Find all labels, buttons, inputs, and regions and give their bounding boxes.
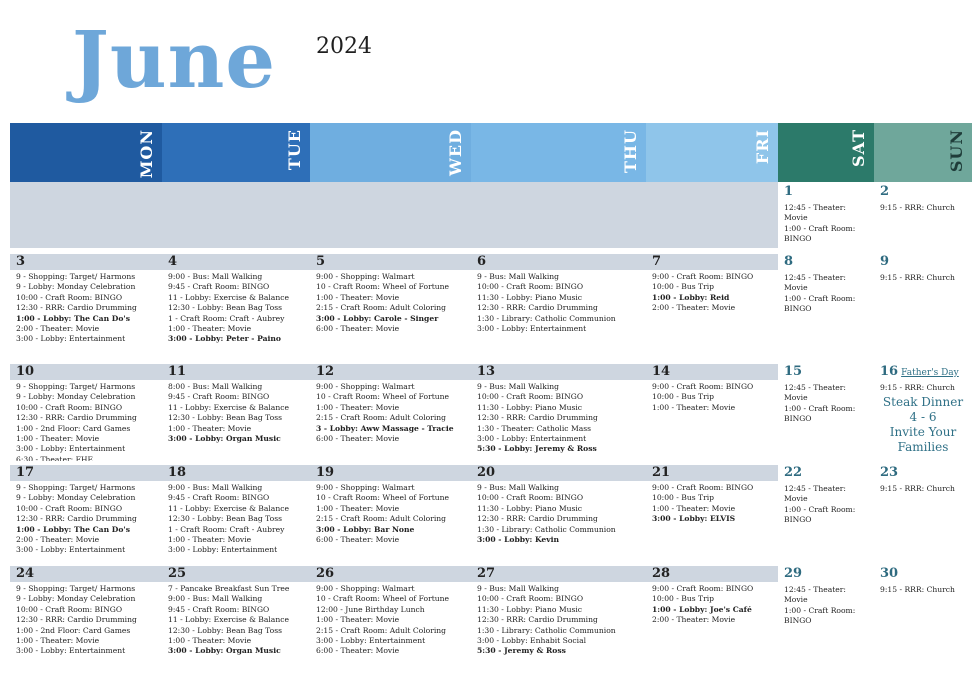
event-item: 11:30 - Lobby: Piano Music bbox=[477, 503, 583, 513]
event-item: 1:00 - Craft Room: BINGO bbox=[784, 504, 856, 525]
event-item: 1:30 - Library: Catholic Communion bbox=[477, 625, 616, 635]
event-item: 12:30 - RRR: Cardio Drumming bbox=[16, 413, 137, 423]
event-item: 1:00 - Lobby: Reid bbox=[652, 292, 730, 302]
day-cell bbox=[646, 254, 774, 360]
weekday-header-sun bbox=[874, 123, 972, 182]
event-list bbox=[880, 484, 966, 494]
event-item: 10:00 - Craft Room: BINGO bbox=[16, 604, 123, 614]
event-item: 12:30 - RRR: Cardio Drumming bbox=[16, 303, 137, 313]
event-item: 9:45 - Craft Room: BINGO bbox=[168, 493, 270, 503]
event-item: 9 - Shopping: Target/ Harmons bbox=[16, 584, 136, 593]
day-number: 10 bbox=[16, 364, 35, 379]
event-item: 9:15 - RRR: Church bbox=[880, 203, 955, 212]
event-item: 12:45 - Theater: Movie bbox=[784, 273, 846, 293]
holiday-label: Father's Day bbox=[901, 368, 959, 378]
event-item: 10:00 - Bus Trip bbox=[652, 392, 715, 402]
day-number: 14 bbox=[652, 364, 671, 379]
day-cell bbox=[874, 566, 968, 669]
event-item: 9:00 - Bus: Mall Walking bbox=[168, 272, 263, 281]
event-item: 9 - Shopping: Target/ Harmons bbox=[16, 382, 136, 391]
event-item: 11:30 - Lobby: Piano Music bbox=[477, 402, 583, 412]
weekday-label: FRI bbox=[753, 129, 772, 165]
event-item: 11:30 - Lobby: Piano Music bbox=[477, 604, 583, 614]
day-number: 5 bbox=[316, 254, 326, 269]
day-cell bbox=[471, 364, 642, 461]
event-item: 10:00 - Bus Trip bbox=[652, 282, 715, 292]
event-item: 12:30 - Lobby: Bean Bag Toss bbox=[168, 514, 283, 524]
event-item: 9:00 - Craft Room: BINGO bbox=[652, 584, 754, 593]
event-list bbox=[880, 585, 966, 595]
event-item: 10:00 - Craft Room: BINGO bbox=[477, 493, 584, 503]
day-number: 18 bbox=[168, 465, 187, 480]
day-number: 4 bbox=[168, 254, 178, 269]
event-item: 2:00 - Theater: Movie bbox=[652, 615, 736, 625]
event-item: 10:00 - Bus Trip bbox=[652, 493, 715, 503]
event-list bbox=[880, 273, 966, 283]
event-item: 11 - Lobby: Exercise & Balance bbox=[168, 615, 289, 625]
day-cell bbox=[162, 566, 306, 669]
event-item: 9:00 - Bus: Mall Walking bbox=[168, 594, 263, 604]
event-item: 1:00 - 2nd Floor: Card Games bbox=[16, 423, 131, 433]
event-item: 2:00 - Theater: Movie bbox=[16, 324, 100, 334]
event-item: 3:00 - Lobby: Entertainment bbox=[16, 646, 126, 656]
weekday-header-wed bbox=[310, 123, 471, 182]
day-number: 2 bbox=[880, 184, 890, 199]
event-item: 9 - Shopping: Target/ Harmons bbox=[16, 272, 136, 281]
event-item: 11 - Lobby: Exercise & Balance bbox=[168, 402, 289, 412]
special-event bbox=[880, 395, 966, 455]
event-list bbox=[784, 273, 868, 315]
event-list bbox=[168, 584, 304, 657]
event-item: 6:00 - Theater: Movie bbox=[316, 535, 400, 545]
day-number: 21 bbox=[652, 465, 671, 480]
event-item: 9:00 - Shopping: Walmart bbox=[316, 584, 415, 593]
event-item: 10:00 - Craft Room: BINGO bbox=[16, 503, 123, 513]
weekday-label: SAT bbox=[849, 129, 868, 167]
day-cell bbox=[310, 566, 467, 669]
day-number: 1 bbox=[784, 184, 794, 199]
day-cell bbox=[310, 184, 467, 250]
day-number: 12 bbox=[316, 364, 335, 379]
event-item: 3:00 - Lobby: ELVIS bbox=[652, 514, 736, 524]
day-cell bbox=[162, 465, 306, 562]
event-item: 10:00 - Craft Room: BINGO bbox=[477, 594, 584, 604]
event-item: 1:00 - Lobby: The Can Do's bbox=[16, 313, 131, 323]
event-item: 9 - Lobby: Monday Celebration bbox=[16, 594, 136, 604]
day-cell bbox=[646, 364, 774, 461]
month-title: June bbox=[72, 15, 276, 106]
event-list bbox=[652, 382, 772, 413]
event-list bbox=[784, 383, 868, 425]
event-list bbox=[880, 383, 966, 455]
event-item: 9:15 - RRR: Church bbox=[880, 383, 955, 392]
event-item: 12:45 - Theater: Movie bbox=[784, 484, 846, 504]
event-item: 1 - Craft Room: Craft - Aubrey bbox=[168, 313, 285, 323]
day-number: 16 Father's Day bbox=[880, 364, 959, 379]
day-number: 8 bbox=[784, 254, 794, 269]
event-item: 9 - Bus: Mall Walking bbox=[477, 483, 560, 492]
weekday-header-sat bbox=[778, 123, 874, 182]
event-item: 1:30 - Library: Catholic Communion bbox=[477, 313, 616, 323]
event-list bbox=[16, 483, 156, 556]
weekday-label: WED bbox=[446, 129, 465, 177]
event-item: 7 - Pancake Breakfast Sun Tree bbox=[168, 584, 290, 593]
event-item: 1:30 - Library: Catholic Communion bbox=[477, 524, 616, 534]
event-item: 9:00 - Shopping: Walmart bbox=[316, 382, 415, 391]
event-item: 12:00 - June Birthday Lunch bbox=[316, 604, 425, 614]
day-cell bbox=[778, 465, 870, 562]
event-item: 9 - Lobby: Monday Celebration bbox=[16, 392, 136, 402]
special-event-line: Families bbox=[897, 440, 949, 455]
day-cell bbox=[874, 184, 968, 250]
day-number: 29 bbox=[784, 566, 803, 581]
event-item: 1:00 - Craft Room: BINGO bbox=[784, 293, 856, 314]
event-item: 1:00 - Craft Room: BINGO bbox=[784, 403, 856, 424]
event-list bbox=[784, 484, 868, 526]
event-item: 3:00 - Lobby: Entertainment bbox=[477, 434, 587, 444]
event-item: 9:00 - Bus: Mall Walking bbox=[168, 483, 263, 492]
event-item: 3:00 - Lobby: Organ Music bbox=[168, 434, 281, 444]
event-item: 9 - Bus: Mall Walking bbox=[477, 382, 560, 391]
day-cell bbox=[10, 465, 158, 562]
event-item: 9:00 - Craft Room: BINGO bbox=[652, 483, 754, 492]
day-cell bbox=[10, 184, 158, 250]
event-item: 12:45 - Theater: Movie bbox=[784, 585, 846, 605]
day-number: 7 bbox=[652, 254, 662, 269]
event-item: 1:00 - Theater: Movie bbox=[316, 615, 400, 625]
event-item: 12:30 - RRR: Cardio Drumming bbox=[477, 514, 598, 524]
day-cell bbox=[162, 254, 306, 360]
event-item: 3:00 - Lobby: Entertainment bbox=[316, 636, 426, 646]
event-item: 3:00 - Lobby: Entertainment bbox=[16, 334, 126, 344]
event-item: 12:30 - Lobby: Bean Bag Toss bbox=[168, 413, 283, 423]
event-item: 1:00 - Theater: Movie bbox=[16, 434, 100, 444]
day-number: 26 bbox=[316, 566, 335, 581]
day-number: 19 bbox=[316, 465, 335, 480]
event-item: 1:00 - 2nd Floor: Card Games bbox=[16, 625, 131, 635]
day-cell bbox=[778, 364, 870, 461]
event-item: 3:00 - Lobby: Carole - Singer bbox=[316, 313, 439, 323]
event-item: 9:45 - Craft Room: BINGO bbox=[168, 392, 270, 402]
event-list bbox=[880, 203, 966, 213]
event-item: 3:00 - Lobby: Entertainment bbox=[16, 444, 126, 454]
event-item: 2:15 - Craft Room: Adult Coloring bbox=[316, 413, 447, 423]
day-number: 25 bbox=[168, 566, 187, 581]
event-item: 10 - Craft Room: Wheel of Fortune bbox=[316, 594, 450, 604]
event-item: 5:30 - Jeremy & Ross bbox=[477, 646, 566, 656]
day-cell bbox=[471, 254, 642, 360]
event-item: 9:00 - Shopping: Walmart bbox=[316, 483, 415, 492]
event-item: 12:30 - RRR: Cardio Drumming bbox=[477, 615, 598, 625]
event-item: 1:00 - Theater: Movie bbox=[652, 402, 736, 412]
event-item: 10:00 - Craft Room: BINGO bbox=[16, 292, 123, 302]
event-item: 9 - Bus: Mall Walking bbox=[477, 584, 560, 593]
event-item: 1:00 - Lobby: Joe's Café bbox=[652, 604, 752, 614]
event-list bbox=[168, 483, 304, 556]
event-item: 1 - Craft Room: Craft - Aubrey bbox=[168, 524, 285, 534]
event-item: 10:00 - Craft Room: BINGO bbox=[477, 282, 584, 292]
event-item: 10 - Craft Room: Wheel of Fortune bbox=[316, 493, 450, 503]
event-item: 6:00 - Theater: Movie bbox=[316, 324, 400, 334]
weekday-header-mon bbox=[10, 123, 162, 182]
day-cell bbox=[874, 465, 968, 562]
event-item: 9:15 - RRR: Church bbox=[880, 585, 955, 594]
day-cell bbox=[471, 184, 642, 250]
event-item: 9:15 - RRR: Church bbox=[880, 484, 955, 493]
day-number: 15 bbox=[784, 364, 803, 379]
event-item: 9:45 - Craft Room: BINGO bbox=[168, 604, 270, 614]
weekday-header-thu bbox=[471, 123, 646, 182]
day-number: 9 bbox=[880, 254, 890, 269]
event-item: 9:00 - Shopping: Walmart bbox=[316, 272, 415, 281]
day-number: 23 bbox=[880, 465, 899, 480]
weekday-header-fri bbox=[646, 123, 778, 182]
day-cell bbox=[471, 465, 642, 562]
event-list bbox=[16, 584, 156, 657]
day-cell bbox=[778, 566, 870, 669]
event-item: 12:30 - Lobby: Bean Bag Toss bbox=[168, 303, 283, 313]
event-item: 1:00 - Lobby: The Can Do's bbox=[16, 524, 131, 534]
day-cell bbox=[874, 254, 968, 360]
event-item: 3:00 - Lobby: Entertainment bbox=[477, 324, 587, 334]
event-item: 12:45 - Theater: Movie bbox=[784, 203, 846, 223]
day-cell bbox=[778, 184, 870, 250]
event-item: 12:30 - RRR: Cardio Drumming bbox=[16, 514, 137, 524]
event-list bbox=[168, 272, 304, 345]
event-item: 3:00 - Lobby: Bar None bbox=[316, 524, 415, 534]
day-cell bbox=[778, 254, 870, 360]
event-list bbox=[477, 272, 640, 334]
event-item: 3 - Lobby: Aww Massage - Tracie bbox=[316, 423, 454, 433]
day-cell bbox=[646, 465, 774, 562]
event-item: 10 - Craft Room: Wheel of Fortune bbox=[316, 282, 450, 292]
event-list bbox=[652, 483, 772, 525]
event-item: 9:15 - RRR: Church bbox=[880, 273, 955, 282]
event-item: 1:00 - Theater: Movie bbox=[16, 636, 100, 646]
day-number: 20 bbox=[477, 465, 496, 480]
event-item: 11:30 - Lobby: Piano Music bbox=[477, 292, 583, 302]
event-list bbox=[784, 585, 868, 627]
event-item: 12:30 - Lobby: Bean Bag Toss bbox=[168, 625, 283, 635]
day-cell bbox=[310, 254, 467, 360]
day-cell bbox=[310, 364, 467, 461]
event-item: 6:30 - Theater: FHE bbox=[16, 454, 94, 461]
day-number: 17 bbox=[16, 465, 35, 480]
event-list bbox=[168, 382, 304, 444]
day-number: 6 bbox=[477, 254, 487, 269]
day-number: 30 bbox=[880, 566, 899, 581]
event-list bbox=[652, 272, 772, 314]
event-item: 9:00 - Craft Room: BINGO bbox=[652, 382, 754, 391]
event-list bbox=[16, 382, 156, 461]
event-item: 9:00 - Craft Room: BINGO bbox=[652, 272, 754, 281]
event-list bbox=[316, 272, 465, 334]
event-list bbox=[477, 584, 640, 657]
day-number: 22 bbox=[784, 465, 803, 480]
day-cell bbox=[10, 364, 158, 461]
event-item: 3:00 - Lobby: Enhabit Social bbox=[477, 636, 587, 646]
event-item: 1:00 - Theater: Movie bbox=[168, 423, 252, 433]
day-cell bbox=[10, 254, 158, 360]
day-number: 11 bbox=[168, 364, 187, 379]
event-list bbox=[477, 483, 640, 545]
event-item: 5:30 - Lobby: Jeremy & Ross bbox=[477, 444, 597, 454]
day-number: 3 bbox=[16, 254, 26, 269]
event-item: 9:45 - Craft Room: BINGO bbox=[168, 282, 270, 292]
event-item: 8:00 - Bus: Mall Walking bbox=[168, 382, 263, 391]
event-item: 9 - Lobby: Monday Celebration bbox=[16, 282, 136, 292]
event-list bbox=[784, 203, 868, 245]
event-item: 1:30 - Theater: Catholic Mass bbox=[477, 423, 592, 433]
event-item: 1:00 - Theater: Movie bbox=[168, 535, 252, 545]
event-item: 3:00 - Lobby: Entertainment bbox=[16, 545, 126, 555]
weekday-label: MON bbox=[137, 129, 156, 179]
event-item: 6:00 - Theater: Movie bbox=[316, 646, 400, 656]
event-list bbox=[316, 584, 465, 657]
event-list bbox=[316, 483, 465, 545]
day-cell bbox=[471, 566, 642, 669]
day-number: 28 bbox=[652, 566, 671, 581]
day-cell bbox=[162, 364, 306, 461]
event-list bbox=[477, 382, 640, 455]
event-item: 1:00 - Theater: Movie bbox=[652, 503, 736, 513]
event-item: 9 - Shopping: Target/ Harmons bbox=[16, 483, 136, 492]
day-cell bbox=[874, 364, 968, 461]
special-event-line: Invite Your bbox=[889, 425, 957, 440]
event-item: 10:00 - Bus Trip bbox=[652, 594, 715, 604]
day-number: 27 bbox=[477, 566, 496, 581]
event-item: 3:00 - Lobby: Organ Music bbox=[168, 646, 281, 656]
year-label: 2024 bbox=[316, 34, 372, 59]
day-cell bbox=[310, 465, 467, 562]
event-item: 1:00 - Craft Room: BINGO bbox=[784, 605, 856, 626]
event-item: 1:00 - Theater: Movie bbox=[316, 402, 400, 412]
day-cell bbox=[646, 566, 774, 669]
weekday-label: TUE bbox=[285, 129, 304, 171]
event-item: 11 - Lobby: Exercise & Balance bbox=[168, 292, 289, 302]
event-list bbox=[652, 584, 772, 626]
event-item: 10:00 - Craft Room: BINGO bbox=[477, 392, 584, 402]
weekday-label: SUN bbox=[947, 129, 966, 173]
event-item: 10:00 - Craft Room: BINGO bbox=[16, 402, 123, 412]
event-item: 2:15 - Craft Room: Adult Coloring bbox=[316, 514, 447, 524]
event-item: 2:00 - Theater: Movie bbox=[652, 303, 736, 313]
event-list bbox=[16, 272, 156, 345]
event-list bbox=[316, 382, 465, 444]
event-item: 1:00 - Theater: Movie bbox=[316, 292, 400, 302]
event-item: 9 - Bus: Mall Walking bbox=[477, 272, 560, 281]
calendar-grid bbox=[10, 123, 972, 671]
day-cell bbox=[10, 566, 158, 669]
event-item: 12:30 - RRR: Cardio Drumming bbox=[477, 413, 598, 423]
special-event-line: 4 - 6 bbox=[909, 410, 937, 425]
special-event-line: Steak Dinner bbox=[882, 395, 964, 410]
event-item: 6:00 - Theater: Movie bbox=[316, 434, 400, 444]
event-item: 1:00 - Theater: Movie bbox=[168, 636, 252, 646]
event-item: 3:00 - Lobby: Peter - Paino bbox=[168, 334, 281, 344]
day-number: 13 bbox=[477, 364, 496, 379]
event-item: 3:00 - Lobby: Entertainment bbox=[168, 545, 278, 555]
event-item: 1:00 - Theater: Movie bbox=[316, 503, 400, 513]
event-item: 12:30 - RRR: Cardio Drumming bbox=[477, 303, 598, 313]
event-item: 12:30 - RRR: Cardio Drumming bbox=[16, 615, 137, 625]
event-item: 1:00 - Craft Room: BINGO bbox=[784, 223, 856, 244]
event-item: 9 - Lobby: Monday Celebration bbox=[16, 493, 136, 503]
event-item: 10 - Craft Room: Wheel of Fortune bbox=[316, 392, 450, 402]
event-item: 11 - Lobby: Exercise & Balance bbox=[168, 503, 289, 513]
event-item: 3:00 - Lobby: Kevin bbox=[477, 535, 560, 545]
event-item: 12:45 - Theater: Movie bbox=[784, 383, 846, 403]
day-number: 24 bbox=[16, 566, 35, 581]
day-cell bbox=[646, 184, 774, 250]
weekday-header-tue bbox=[162, 123, 310, 182]
event-item: 2:15 - Craft Room: Adult Coloring bbox=[316, 303, 447, 313]
weekday-label: THU bbox=[621, 129, 640, 173]
event-item: 1:00 - Theater: Movie bbox=[168, 324, 252, 334]
event-item: 2:00 - Theater: Movie bbox=[16, 535, 100, 545]
day-cell bbox=[162, 184, 306, 250]
event-item: 2:15 - Craft Room: Adult Coloring bbox=[316, 625, 447, 635]
